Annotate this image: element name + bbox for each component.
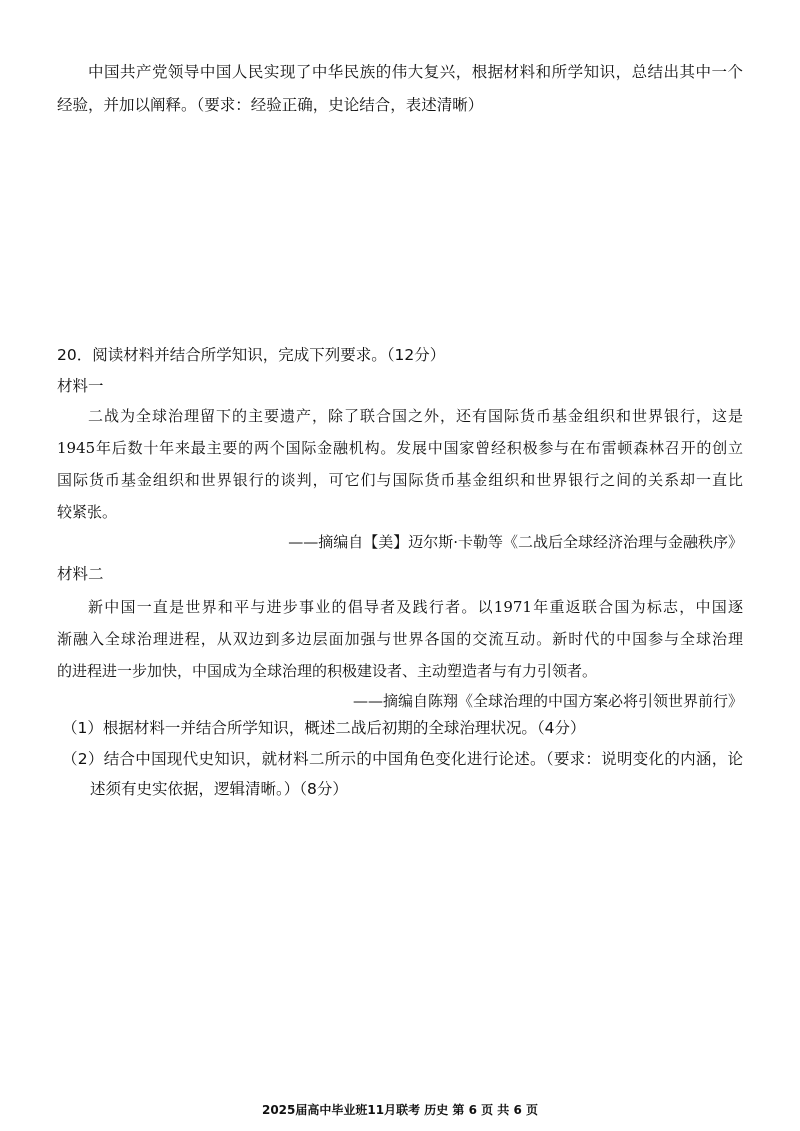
material1-source: ——摘编自【美】迈尔斯·卡勒等《二战后全球经济治理与金融秩序》 <box>288 533 743 551</box>
material2-line-1: 新中国一直是世界和平与进步事业的倡导者及践行者。以1971年重返联合国为标志，中国逐 <box>88 598 743 616</box>
material2-label: 材料二 <box>57 565 104 583</box>
material1-line-4: 较紧张。 <box>57 503 118 521</box>
material1-line-1: 二战为全球治理留下的主要遗产，除了联合国之外，还有国际货币基金组织和世界银行，这是 <box>88 407 743 425</box>
q19-prompt-line-2: 经验，并加以阐释。（要求：经验正确，史论结合，表述清晰） <box>57 96 484 114</box>
page-footer: 2025届高中毕业班11月联考 历史 第 6 页 共 6 页 <box>261 1103 539 1117</box>
material1-line-2: 1945年后数十年来最主要的两个国际金融机构。发展中国家曾经积极参与在布雷顿森林召开的创立 <box>57 439 743 457</box>
question-1: （1）根据材料一并结合所学知识，概述二战后初期的全球治理状况。（4分） <box>62 719 586 737</box>
q20-heading: 20．阅读材料并结合所学知识，完成下列要求。（12分） <box>57 346 446 364</box>
material2-line-3: 的进程进一步加快，中国成为全球治理的积极建设者、主动塑造者与有力引领者。 <box>57 662 598 680</box>
material2-source: ——摘编自陈翔《全球治理的中国方案必将引领世界前行》 <box>352 692 743 710</box>
question-2-line-1: （2）结合中国现代史知识，就材料二所示的中国角色变化进行论述。（要求：说明变化的内涵，论 <box>62 750 743 768</box>
question-2-line-2: 述须有史实依据，逻辑清晰。）（8分） <box>90 780 348 798</box>
material1-label: 材料一 <box>57 377 104 395</box>
q19-prompt-line-1: 中国共产党领导中国人民实现了中华民族的伟大复兴，根据材料和所学知识，总结出其中一个 <box>88 63 743 81</box>
material2-line-2: 渐融入全球治理进程，从双边到多边层面加强与世界各国的交流互动。新时代的中国参与全球治理 <box>57 630 743 648</box>
material1-line-3: 国际货币基金组织和世界银行的谈判，可它们与国际货币基金组织和世界银行之间的关系却一直比 <box>57 471 743 489</box>
